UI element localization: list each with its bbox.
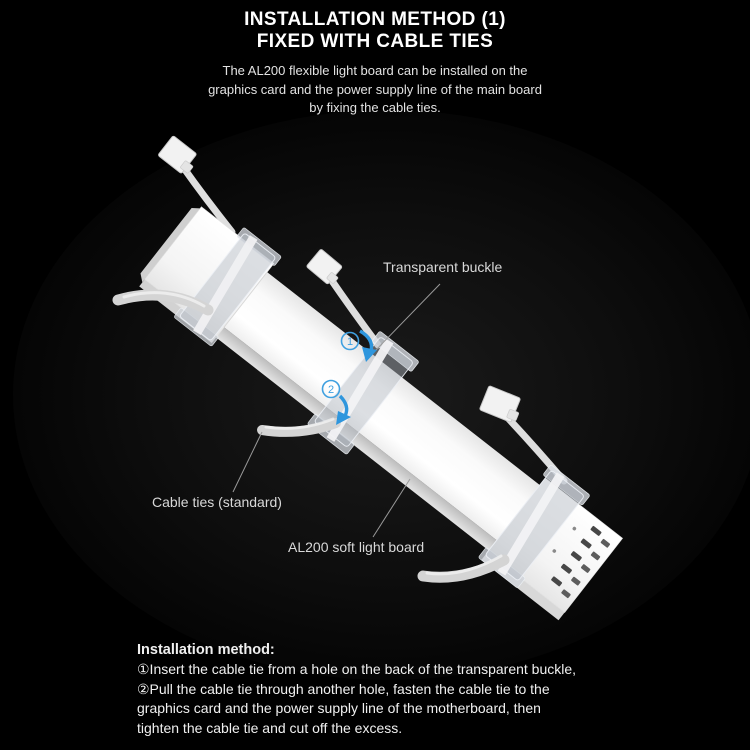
instruction-line-3: graphics card and the power supply line of the motherboard, then: [137, 700, 541, 716]
instruction-line-2: ②Pull the cable tie through another hole, fasten the cable tie to the: [137, 680, 550, 697]
subtitle: [0, 62, 750, 118]
instruction-line-4: tighten the cable tie and cut off the excess.: [137, 719, 403, 736]
label-cable-ties: Cable ties (standard): [152, 494, 282, 510]
label-transparent-buckle: Transparent buckle: [383, 259, 503, 275]
instructions-heading: Installation method:: [137, 642, 275, 658]
step-1-number: 1: [346, 336, 354, 348]
installation-instructions: [137, 640, 576, 738]
header: [0, 9, 750, 53]
label-light-board: AL200 soft light board: [288, 539, 425, 555]
subtitle-line3: by fixing the cable ties.: [309, 100, 441, 115]
subtitle-line1: The AL200 flexible light board can be installed on the: [222, 63, 528, 78]
page-title-line1: INSTALLATION METHOD (1): [244, 9, 506, 30]
subtitle-line2: graphics card and the power supply line of the main board: [208, 81, 542, 97]
page-title-line2: FIXED WITH CABLE TIES: [256, 31, 494, 52]
instruction-line-1: ①Insert the cable tie from a hole on the back of the transparent buckle,: [137, 661, 577, 677]
step-2-number: 2: [327, 384, 335, 396]
